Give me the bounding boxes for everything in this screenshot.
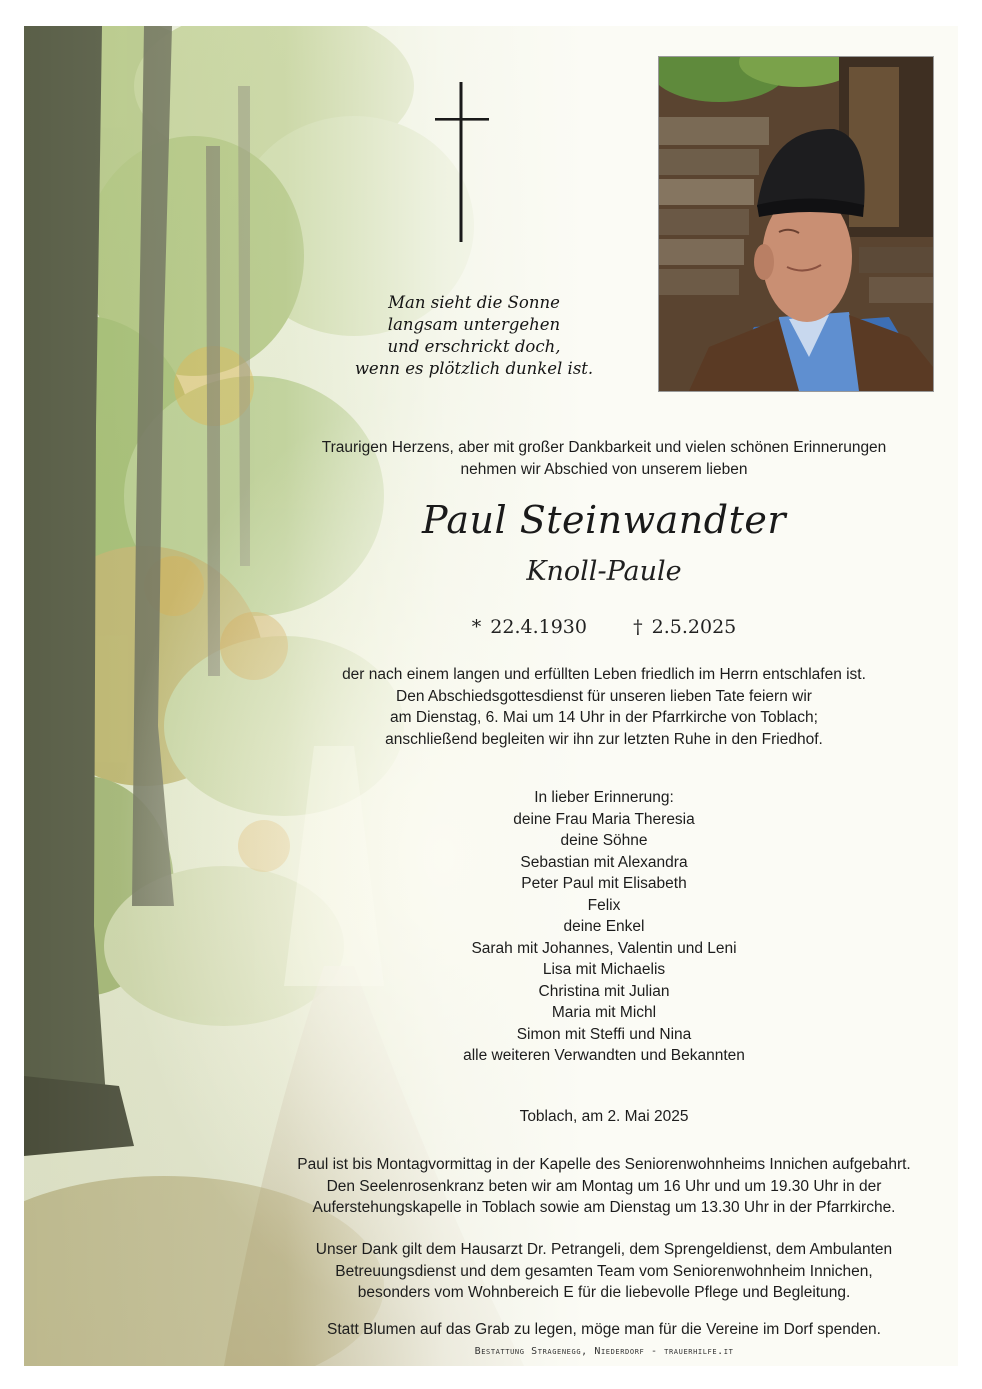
son-entry: Peter Paul mit Elisabeth <box>521 875 687 892</box>
details-line: Auferstehungskapelle in Toblach sowie am Dienstag um 13.30 Uhr in der Pfarrkirche. <box>312 1199 896 1216</box>
portrait-photo <box>658 56 934 392</box>
death-date: † 2.5.2025 <box>633 616 737 638</box>
grandchild-entry: Lisa mit Michaelis <box>542 961 666 978</box>
grandchildren-heading: deine Enkel <box>563 918 645 935</box>
funeral-home-footer: Bestattung Stragenegg, Niederdorf - trauerhilfe.it <box>474 1346 734 1357</box>
intro-text <box>294 437 914 480</box>
place-date: Toblach, am 2. Mai 2025 <box>519 1108 689 1125</box>
grandchild-entry: Simon mit Steffi und Nina <box>516 1025 692 1043</box>
announcement-line: Den Abschiedsgottesdienst für unseren lieben Tate feiern wir <box>396 687 812 705</box>
details-line: Den Seelenrosenkranz beten wir am Montag um 16 Uhr und um 19.30 Uhr in der <box>326 1177 882 1195</box>
mourners-list <box>404 787 804 1067</box>
thanks-text <box>264 1239 944 1304</box>
quote-line: wenn es plötzlich dunkel ist. <box>354 359 594 378</box>
obituary-card <box>24 26 958 1366</box>
quote-line: langsam untergehen <box>387 315 561 334</box>
announcement-line: anschließend begleiten wir ihn zur letzten Ruhe in den Friedhof. <box>385 730 823 748</box>
announcement-text <box>274 664 934 750</box>
relatives-entry: alle weiteren Verwandten und Bekannten <box>463 1047 745 1064</box>
details-line: Paul ist bis Montagvormittag in der Kapelle des Seniorenwohnheims Innichen aufgebahrt. <box>297 1156 911 1173</box>
mourner-wife: deine Frau Maria Theresia <box>513 810 695 828</box>
viewing-details <box>254 1154 954 1219</box>
birth-date: * 22.4.1930 <box>471 616 587 638</box>
memorial-quote <box>304 292 644 380</box>
deceased-nickname: Knoll-Paule <box>526 556 682 587</box>
grandchild-entry: Christina mit Julian <box>538 982 670 1000</box>
intro-line: Traurigen Herzens, aber mit großer Dankbarkeit und vielen schönen Erinnerungen <box>321 439 887 456</box>
mourners-heading: In lieber Erinnerung: <box>534 789 674 806</box>
grandchild-entry: Maria mit Michl <box>551 1004 657 1021</box>
grandchild-entry: Sarah mit Johannes, Valentin und Leni <box>471 939 737 957</box>
son-entry: Sebastian mit Alexandra <box>520 853 688 871</box>
life-dates <box>404 616 804 638</box>
cross-icon <box>435 82 489 242</box>
announcement-line: am Dienstag, 6. Mai um 14 Uhr in der Pfarrkirche von Toblach; <box>390 709 818 726</box>
deceased-name: Paul Steinwandter <box>421 498 787 542</box>
flowers-note: Statt Blumen auf das Grab zu legen, möge man für die Vereine im Dorf spenden. <box>326 1321 881 1338</box>
thanks-line: Unser Dank gilt dem Hausarzt Dr. Petrangeli, dem Sprengeldienst, dem Ambulanten <box>315 1241 893 1258</box>
quote-line: und erschrickt doch, <box>387 337 561 356</box>
son-entry: Felix <box>587 896 621 914</box>
intro-line: nehmen wir Abschied von unserem lieben <box>460 460 748 478</box>
quote-line: Man sieht die Sonne <box>388 293 560 312</box>
thanks-line: besonders vom Wohnbereich E für die liebevolle Pflege und Begleitung. <box>357 1284 851 1301</box>
sons-heading: deine Söhne <box>560 832 648 849</box>
thanks-line: Betreuungsdienst und dem gesamten Team vom Seniorenwohnheim Innichen, <box>335 1262 873 1280</box>
announcement-line: der nach einem langen und erfüllten Leben friedlich im Herrn entschlafen ist. <box>342 666 866 683</box>
